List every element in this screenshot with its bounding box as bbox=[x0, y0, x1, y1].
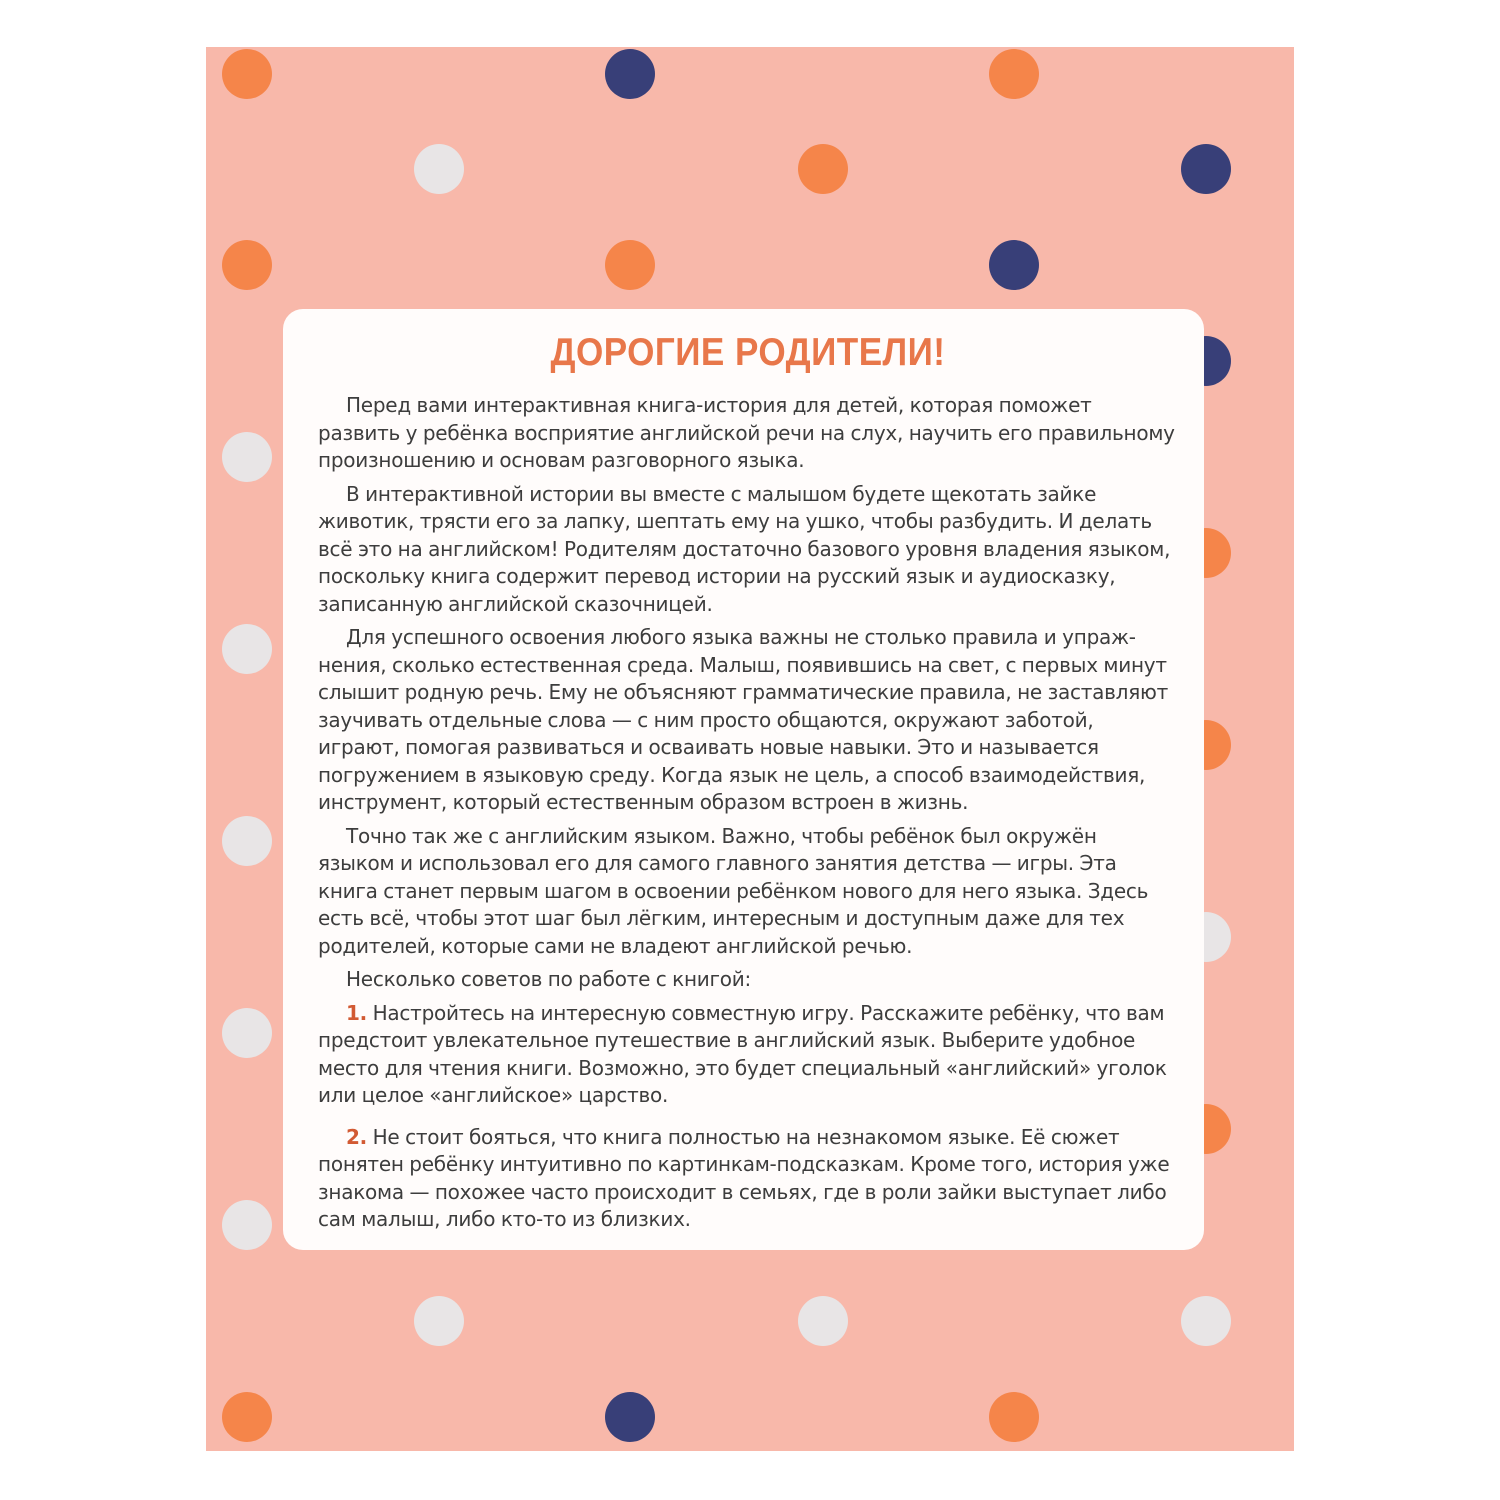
tips-intro-paragraph: Несколько советов по работе с книгой: bbox=[346, 967, 751, 991]
book-page bbox=[206, 47, 1294, 1451]
polka-dot bbox=[222, 49, 272, 99]
polka-dot bbox=[798, 144, 848, 194]
english-language-paragraph: Точно так же с английским языком. Важно, чтобы ребёнок был окружён языком и использовал его для самого главного занятия детства — игры. Эта книга станет первым шагом в освоении ребёнком нового для него языка. Здесь есть всё, чтобы этот шаг был лёгким, интересным и доступным даже для тех родителей, которые сами не владеют английской речью. bbox=[318, 823, 1149, 958]
page-title: ДОРОГИЕ РОДИТЕЛИ! bbox=[550, 331, 946, 374]
polka-dot bbox=[222, 1392, 272, 1442]
polka-dot bbox=[989, 1392, 1039, 1442]
polka-dot bbox=[605, 240, 655, 290]
tip-text: Настройтесь на интересную совместную игру. Расскажите ребёнку, что вам предстоит увлекательное путешествие в английский язык. Выберите удобное место для чтения книги. Возможно, это будет специальный «английский» уголок или целое «английское» царство. bbox=[318, 1000, 1167, 1107]
interactive-story-paragraph: В интерактивной истории вы вместе с малышом будете щекотать зайке животик, трясти его за лапку, шептать ему на ушко, чтобы разбудить. И делать всё это на английском! Родителям достаточно базового уровня владения языком, поскольку книга содержит перевод истории на русский язык и аудиосказку, записанную английской сказочницей. bbox=[318, 481, 1171, 616]
tip-text: Не стоит бояться, что книга полностью на незнакомом языке. Её сюжет понятен ребёнку интуитивно по картинкам-подсказкам. Кроме того, история уже знакома — похожее часто происходит в семьях, где в роли зайки выступает либо сам малыш, либо кто-то из близких. bbox=[318, 1124, 1170, 1231]
polka-dot bbox=[222, 624, 272, 674]
polka-dot bbox=[414, 1296, 464, 1346]
tip-number: 1. bbox=[346, 1000, 368, 1025]
polka-dot bbox=[1181, 144, 1231, 194]
tip-number: 2. bbox=[346, 1124, 368, 1149]
polka-dot bbox=[605, 49, 655, 99]
text-card bbox=[283, 309, 1204, 1250]
polka-dot bbox=[1181, 1296, 1231, 1346]
polka-dot bbox=[222, 432, 272, 482]
polka-dot bbox=[222, 816, 272, 866]
polka-dot bbox=[989, 240, 1039, 290]
polka-dot bbox=[222, 1008, 272, 1058]
polka-dot bbox=[414, 144, 464, 194]
language-environment-paragraph: Для успешного освоения любого языка важны не столько правила и упражнения, сколько естественная среда. Малыш, появившись на свет, с первых минут слышит родную речь. Ему не объясняют грамматические правила, не заставляют заучивать отдельные слова — с ним просто общаются, окружают заботой, играют, помогая развиваться и осваивать новые навыки. Это и называется погружением в языковую среду. Когда язык не цель, а способ взаимодействия, инструмент, который естественным образом встроен в жизнь. bbox=[318, 625, 1168, 814]
tip-item bbox=[318, 1000, 1178, 1110]
intro-paragraph: Перед вами интерактивная книга-история для детей, которая поможет развить у ребёнка восприятие английской речи на слух, научить его правильному произношению и основам разговорного языка. bbox=[318, 393, 1175, 472]
polka-dot bbox=[222, 1200, 272, 1250]
tip-item bbox=[318, 1124, 1178, 1234]
polka-dot bbox=[605, 1392, 655, 1442]
polka-dot bbox=[222, 240, 272, 290]
polka-dot bbox=[798, 1296, 848, 1346]
polka-dot bbox=[989, 49, 1039, 99]
